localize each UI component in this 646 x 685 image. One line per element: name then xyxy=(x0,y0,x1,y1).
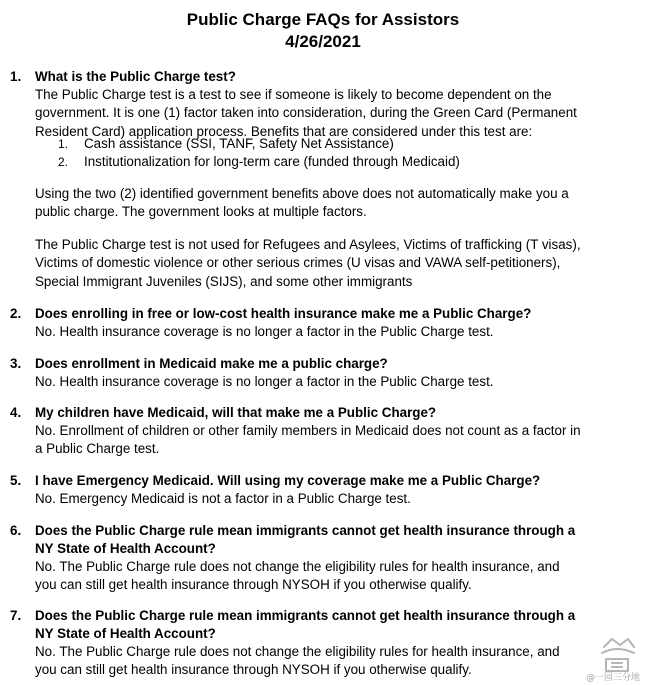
faq-question: My children have Medicaid, will that make me a Public Charge? xyxy=(35,405,437,420)
document-date: 4/26/2021 xyxy=(285,32,361,51)
list-item-number: 2. xyxy=(58,155,69,170)
faq-number: 6. xyxy=(10,523,22,538)
faq-question: Does the Public Charge rule mean immigrants cannot get health insurance through a NY State of Health Account? xyxy=(35,523,576,557)
list-item xyxy=(58,135,618,153)
faq-answer: No. Health insurance coverage is no longer a factor in the Public Charge test. xyxy=(35,324,494,339)
list-item-text: Institutionalization for long-term care (funded through Medicaid) xyxy=(84,154,460,170)
list-item-text: Cash assistance (SSI, TANF, Safety Net Assistance) xyxy=(84,136,394,151)
faq-number: 2. xyxy=(10,306,22,321)
faq-question: I have Emergency Medicaid. Will using my coverage make me a Public Charge? xyxy=(35,473,541,488)
faq-answer: No. Health insurance coverage is no longer a factor in the Public Charge test. xyxy=(35,374,494,389)
faq-question: Does enrollment in Medicaid make me a public charge? xyxy=(35,356,388,371)
faq-paragraph: The Public Charge test is not used for Refugees and Asylees, Victims of trafficking (T visas), Victims of domestic violence or other serious crimes (U visas and VAWA self-petitioners), Special Immigrant Juveniles (SIJS), and some other immigrants xyxy=(35,237,581,289)
faq-answer: No. Emergency Medicaid is not a factor in a Public Charge test. xyxy=(35,491,411,506)
document-title: Public Charge FAQs for Assistors xyxy=(186,10,460,29)
faq-question: Does enrolling in free or low-cost health insurance make me a Public Charge? xyxy=(35,306,532,321)
faq-number: 5. xyxy=(10,473,22,488)
faq-answer: No. The Public Charge rule does not change the eligibility rules for health insurance, and you can still get health insurance through NYSOH if you otherwise qualify. xyxy=(35,644,560,678)
faq-question: What is the Public Charge test? xyxy=(35,69,236,84)
faq-answer: No. The Public Charge rule does not change the eligibility rules for health insurance, and you can still get health insurance through NYSOH if you otherwise qualify. xyxy=(35,559,560,593)
list-item xyxy=(58,153,618,171)
faq-number: 3. xyxy=(10,356,22,371)
faq-paragraph: Using the two (2) identified government benefits above does not automatically make you a public charge. The government looks at multiple factors. xyxy=(35,186,569,220)
list-item-number: 1. xyxy=(58,137,69,151)
faq-question: Does the Public Charge rule mean immigrants cannot get health insurance through a NY State of Health Account? xyxy=(35,608,576,642)
watermark-text: @一园三分地 xyxy=(585,673,640,683)
faq-answer: No. Enrollment of children or other family members in Medicaid does not count as a factor in a Public Charge test. xyxy=(35,423,581,457)
benefits-list xyxy=(58,135,618,172)
faq-number: 4. xyxy=(10,405,22,420)
faq-number: 1. xyxy=(10,69,22,84)
faq-number: 7. xyxy=(10,608,22,623)
faq-answer: The Public Charge test is a test to see if someone is likely to become dependent on the government. It is one (1) factor taken into consideration, during the Green Card (Permanent Resident Card) application process. Benefits that are considered under this test are: xyxy=(35,87,577,139)
